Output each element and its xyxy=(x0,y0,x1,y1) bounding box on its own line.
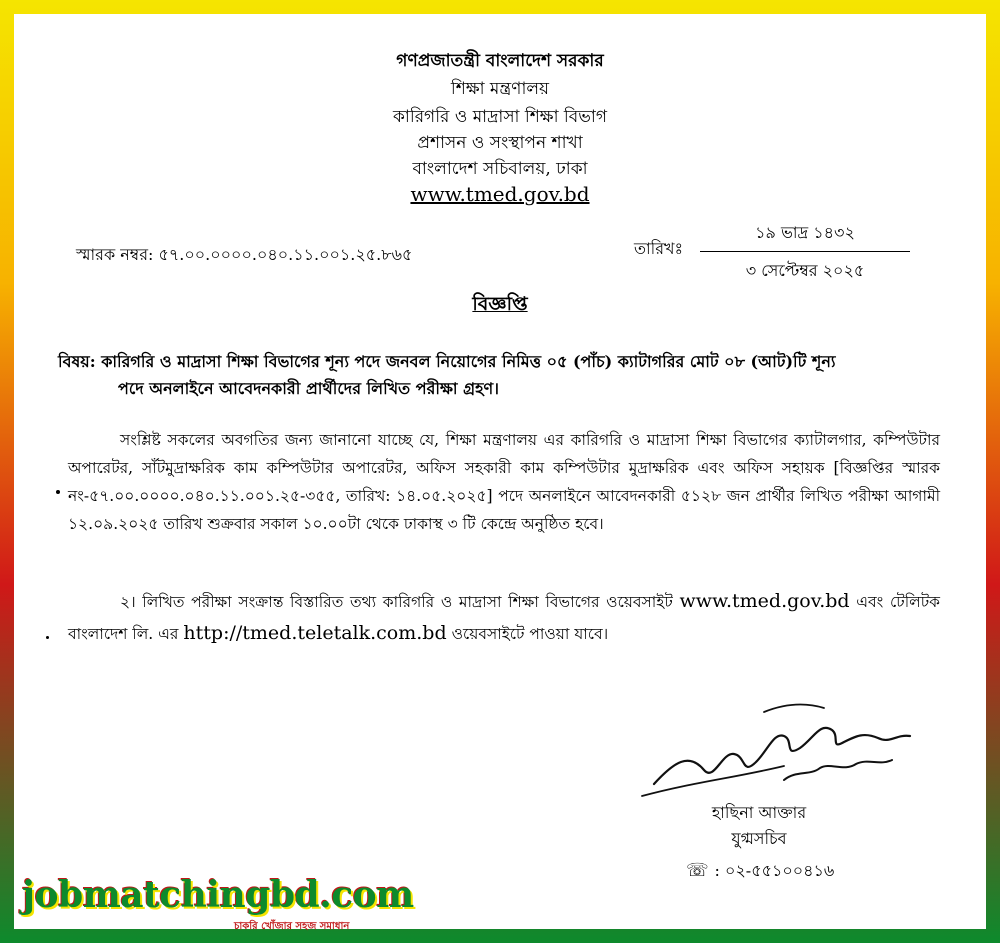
brand-watermark xyxy=(22,874,414,916)
signatory-phone xyxy=(686,858,834,885)
telephone-icon: ☏ xyxy=(686,860,709,881)
ministry-line: শিক্ষা মন্ত্রণালয় xyxy=(450,79,550,99)
margin-dot xyxy=(56,490,60,494)
address-line: বাংলাদেশ সচিবালয়, ঢাকা xyxy=(412,159,588,179)
subject-line-2: পদে অনলাইনে আবেদনকারী প্রার্থীদের লিখিত পরীক্ষা গ্রহণ। xyxy=(118,379,499,398)
signature-mark xyxy=(634,692,924,802)
body-paragraph-1 xyxy=(68,426,940,538)
header-website[interactable]: www.tmed.gov.bd xyxy=(410,182,590,206)
paragraph-2-text-c: ওয়েবসাইটে পাওয়া যাবে। xyxy=(451,625,609,643)
brand-tagline: চাকরি খোঁজার সহজ সমাধান xyxy=(234,921,350,932)
margin-dot xyxy=(46,636,49,639)
govt-header: গণপ্রজাতন্ত্রী বাংলাদেশ সরকার xyxy=(396,51,604,71)
signatory-designation: যুগ্মসচিব xyxy=(731,829,787,848)
paragraph-2-url-1[interactable]: www.tmed.gov.bd xyxy=(679,590,850,612)
brand-logo-text[interactable]: jobmatchingbd.com xyxy=(22,874,414,916)
notice-document xyxy=(14,14,986,932)
division-line: কারিগরি ও মাদ্রাসা শিক্ষা বিভাগ xyxy=(393,107,607,127)
branch-line: প্রশাসন ও সংস্থাপন শাখা xyxy=(417,133,583,153)
memo-reference: স্মারক নম্বর: ৫৭.০০.০০০০.০৪০.১১.০০১.২৫.৮৬৫ xyxy=(76,245,413,264)
paragraph-2-text-a: ২। লিখিত পরীক্ষা সংক্রান্ত বিস্তারিত তথ্য কারিগরি ও মাদ্রাসা শিক্ষা বিভাগের ওয়েবসাইট xyxy=(120,593,673,611)
paragraph-2-text-b: এবং টেলিটক বাংলাদেশ লি. এর xyxy=(68,593,940,643)
signatory-name: হাছিনা আক্তার xyxy=(711,803,807,822)
body-paragraph-2 xyxy=(68,586,940,650)
date-box xyxy=(700,220,910,285)
subject-line-1: বিষয়: কারিগরি ও মাদ্রাসা শিক্ষা বিভাগের শূন্য পদে জনবল নিয়োগের নিমিত্ত ০৫ (পাঁচ) ক্যাটাগরির মোট ০৮ (আট)টি শূন্য xyxy=(58,352,836,371)
phone-number: : ০২-৫৫১০০৪১৬ xyxy=(714,861,835,880)
paragraph-1-text: সংশ্লিষ্ট সকলের অবগতির জন্য জানানো যাচ্ছে যে, শিক্ষা মন্ত্রণালয় এর কারিগরি ও মাদ্রাসা শিক্ষা বিভাগের ক্যাটালগার, কম্পিউটার অপারেটর, সাঁটমুদ্রাক্ষরিক কাম কম্পিউটার অপারেটর, অফিস সহকারী কাম কম্পিউটার মুদ্রাক্ষরিক এবং অফিস সহায়ক [বিজ্ঞপ্তির স্মারক নং-৫৭.০০.০০০০.০৪০.১১.০০১.২৫-৩৫৫, তারিখ: ১৪.০৫.২০২৫] পদে অনলাইনে আবেদনকারী ৫১২৮ জন প্রার্থীর লিখিত পরীক্ষা আগামী ১২.০৯.২০২৫ তারিখ শুক্রবার সকাল ১০.০০টা থেকে ঢাকাস্থ ৩ টি কেন্দ্রে অনুষ্ঠিত হবে। xyxy=(68,431,940,533)
paragraph-2-url-2[interactable]: http://tmed.teletalk.com.bd xyxy=(183,622,447,644)
subject xyxy=(58,348,938,402)
notice-title: বিজ্ঞপ্তি xyxy=(472,293,528,315)
date-bangla: ১৯ ভাদ্র ১৪৩২ xyxy=(700,220,910,252)
date-english: ৩ সেপ্টেম্বর ২০২৫ xyxy=(745,261,865,280)
date-label: তারিখঃ xyxy=(634,239,684,258)
